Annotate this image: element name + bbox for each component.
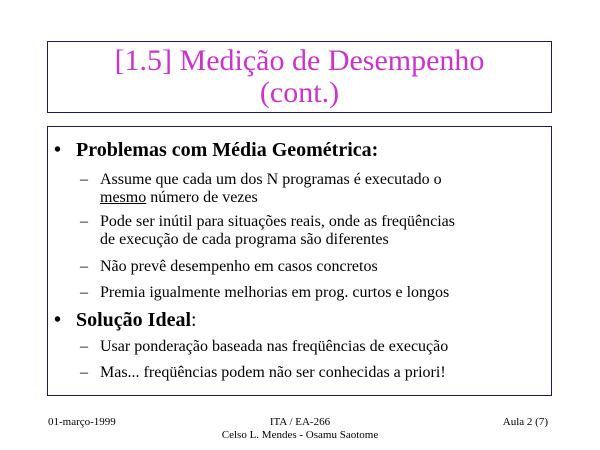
dash-icon: – [80,171,88,188]
footer-authors: Celso L. Mendes - Osamu Saotome [221,429,379,441]
bullet-solution [54,309,197,331]
slide-title-line2: (cont.) [259,76,340,109]
sub-item-1-underline: mesmo [100,189,147,206]
dash-icon: – [80,213,88,230]
bullet-problems-label: Problemas com Média Geométrica: [76,139,379,161]
sub-item-1-line2: número de vezes [146,189,258,206]
bullet-solution-colon: : [191,309,197,331]
sub-item-1 [80,171,442,207]
bullet-dot-icon: • [54,139,62,161]
sub-item-2-line1: Pode ser inútil para situações reais, onde as freqüências [100,213,455,230]
sub-item-2-line2: de execução de cada programa são diferentes [100,231,389,248]
sub-item-5-text: Usar ponderação baseada nas freqüências de execução [100,338,449,355]
sub-item-4 [80,284,449,302]
footer-course: ITA / EA-266 [269,416,331,428]
bullet-dot-icon: • [54,309,62,331]
sub-item-6 [80,364,446,382]
sub-item-6-text: Mas... freqüências podem não ser conhecidas a priori! [100,364,446,381]
slide-title-line1: [1.5] Medição de Desempenho [114,44,485,77]
title-box [47,41,552,113]
content-box [47,126,552,396]
sub-item-3-text: Não prevê desempenho em casos concretos [100,258,378,275]
bullet-solution-label: Solução Ideal [76,309,192,331]
sub-item-4-text: Premia igualmente melhorias em prog. curtos e longos [100,284,450,301]
sub-item-5 [80,338,448,356]
dash-icon: – [80,338,88,355]
bullet-problems [54,139,378,161]
dash-icon: – [80,284,88,301]
footer-page: Aula 2 (7) [502,416,548,428]
sub-item-2 [80,213,455,249]
footer-date: 01-março-1999 [48,416,116,428]
dash-icon: – [80,364,88,381]
sub-item-3 [80,258,378,276]
dash-icon: – [80,258,88,275]
sub-item-1-line1: Assume que cada um dos N programas é executado o [100,171,442,188]
